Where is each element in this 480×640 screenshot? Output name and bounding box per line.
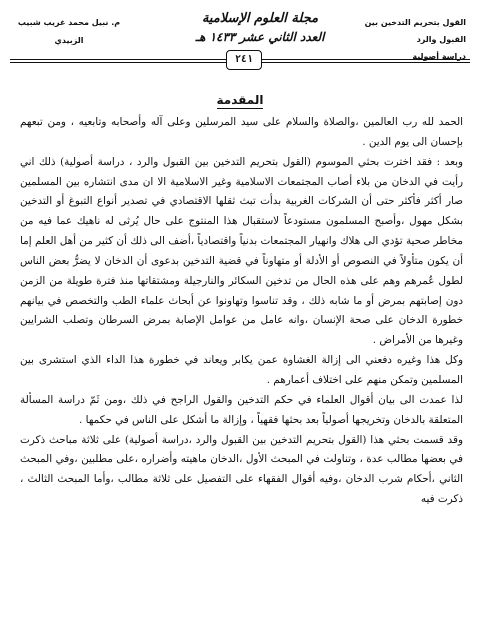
header-journal (160, 10, 360, 46)
author-name-line1: م. نبيل محمد غريب شبيب (17, 18, 121, 27)
header-research-title-line1: القول بتحريم التدخين بين القبول والرد (364, 18, 466, 44)
author-name-line2: الزبيدي (54, 36, 84, 45)
paragraph: وكل هذا وغيره دفعني الى إزالة الغشاوة عمن يكابر ويعاند في خطورة هذا الداء الذي استشرى بين المسلمين وتمكن منهم على اختلاف أعمارهم . (20, 354, 463, 386)
paragraph: وبعد : فقد اخترت بحثي الموسوم (القول بتحريم التدخين بين القبول والرد ، دراسة أصولية) ذلك اني رأيت في الدخان من بلاء أصاب المجتمعات الاسلامية وغير الاسلامية الا ان مدى انتشاره بين المسلمين صار أكثر فأكثر حتى أن الشركات الغربية بدأت تبث ثقلها الاقتصادي في تصدير أنواع التبوغ أو التدخين بشكل مهول ،وأصبح المسلمون مستودعاً لاستقبال هذا المنتوج على حال يُرثى له ناهيك عما فيه من مخاطر صحية تؤدي الى هلاك وانهيار المجتمعات بدنياً واقتصادياً ،أضف الى ذلك أن كثير من أهل العلم إما أن يكون متأولاً في النصوص أو الأدلة أو متهاوناً في قضية التدخين بدعوى أن الدخان لا يضرُّ بعض الناس لطول عُمرهم وهم على هذه الحال من تدخين السكائر والنارجيلة ومشتقاتها منذ فترة طويلة من الزمن دون إصابتهم بمرض أو ما شابه ذلك ، وقد تناسوا وتهاونوا عن أبحاث علماء الطب والتخصص في بيانهم خطورة الدخان على صحة الإنسان ،وانه عامل من عوامل الإصابة بمرض السرطان وتصلب الشرايين وغيرها من الأمراض . (20, 155, 463, 347)
page-number: ٢٤١ (226, 50, 262, 70)
paragraph: الحمد لله رب العالمين ،والصلاة والسلام على سيد المرسلين وعلى آله وأصحابه وتابعيه ، ومن تبعهم بإحسان الى يوم الدين . (20, 116, 463, 148)
journal-issue: العدد الثاني عشر ١٤٣٣ هـ (195, 30, 325, 44)
header-research-title (348, 14, 466, 65)
journal-name: مجلة العلوم الإسلامية (201, 11, 319, 26)
header-author (10, 14, 128, 50)
section-title-text: المقدمة (216, 93, 264, 107)
section-title (0, 93, 480, 107)
paragraph: لذا عمدت الى بيان أقوال العلماء في حكم التدخين والقول الراجح في ذلك ،ومن ثَمّ دراسة المسألة المتعلقة بالدخان وتخريجها أصولياً بعد بحثها فقهياً ، وإزالة ما أشكل على الناس في حكمها . (20, 393, 463, 426)
body-text (20, 113, 463, 510)
paragraph: وقد قسمت بحثي هذا (القول بتحريم التدخين بين القبول والرد ،دراسة أصولية) على ثلاثة مباحث ذكرت في بعضها مطالب عدة ، وتناولت في المبحث الأول ،الدخان ماهيته وأضراره ،على مطلبين ،وفي المبحث الثاني ،أحكام شرب الدخان ،وفيه أقوال الفقهاء على التفصيل على ثلاثة مطالب ،وأما المبحث الثالث ، ذكرت فيه (20, 433, 463, 506)
header-research-title-line2: دراسة أصولية (412, 52, 466, 61)
